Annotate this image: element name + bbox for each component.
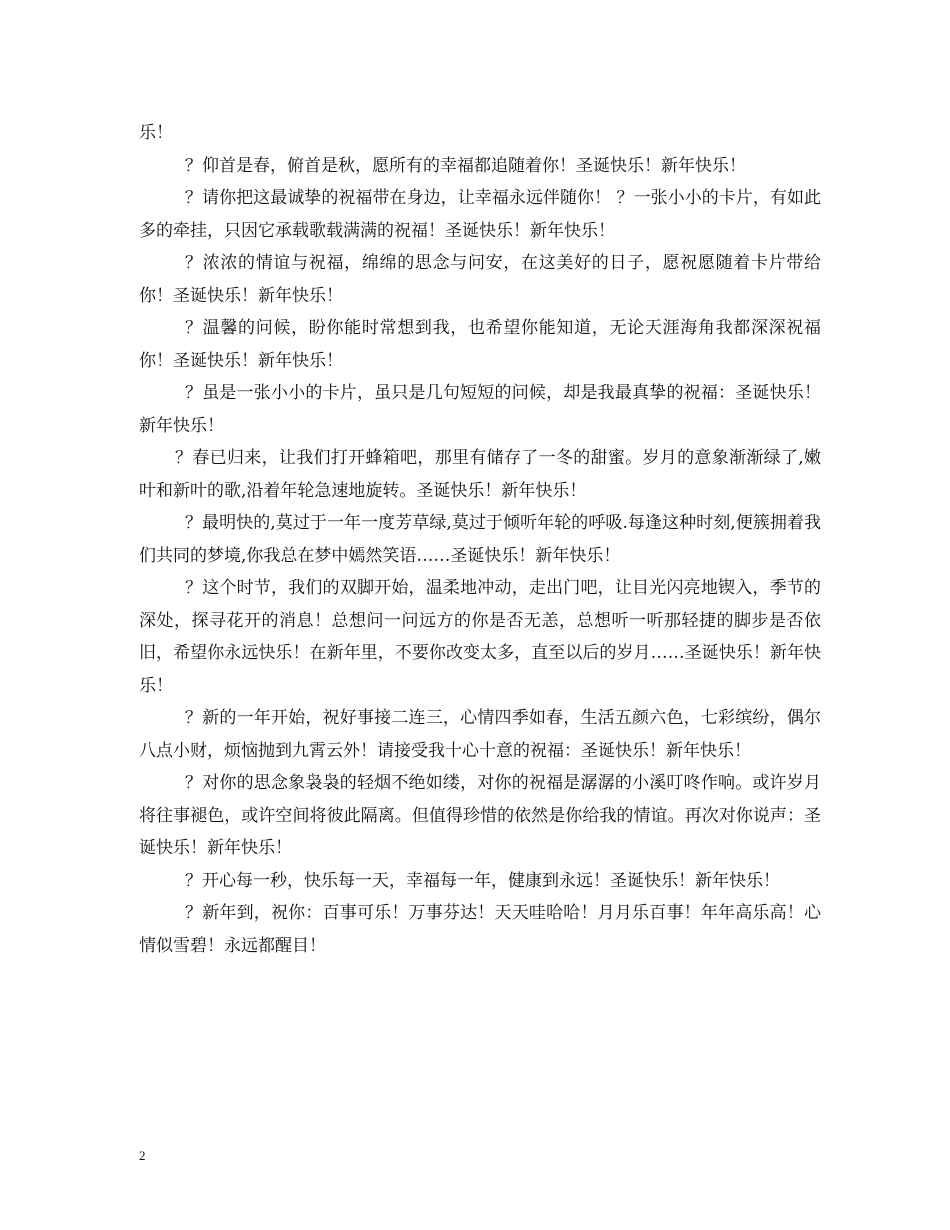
paragraph: ？温馨的问候，盼你能时常想到我，也希望你能知道，无论天涯海角我都深深祝福你！圣诞快乐！新年快乐！ bbox=[139, 318, 821, 371]
paragraph: ？新年到，祝你：百事可乐！万事芬达！天天哇哈哈！月月乐百事！年年高乐高！心情似雪碧！永远都醒目！ bbox=[139, 903, 821, 956]
paragraph: ？最明快的,莫过于一年一度芳草绿,莫过于倾听年轮的呼吸.每逢这种时刻,便簇拥着我们共同的梦境,你我总在梦中嫣然笑语……圣诞快乐！新年快乐！ bbox=[139, 513, 821, 566]
paragraph: ？新的一年开始，祝好事接二连三，心情四季如春，生活五颜六色，七彩缤纷，偶尔八点小财，烦恼抛到九霄云外！请接受我十心十意的祝福：圣诞快乐！新年快乐！ bbox=[139, 708, 821, 761]
paragraph: ？对你的思念象袅袅的轻烟不绝如缕，对你的祝福是潺潺的小溪叮咚作响。或许岁月将往事褪色，或许空间将彼此隔离。但值得珍惜的依然是你给我的情谊。再次对你说声：圣诞快乐！新年快乐！ bbox=[139, 773, 821, 858]
paragraph: ？浓浓的情谊与祝福，绵绵的思念与问安，在这美好的日子，愿祝愿随着卡片带给你！圣诞快乐！新年快乐！ bbox=[139, 253, 821, 306]
paragraph: ？虽是一张小小的卡片，虽只是几句短短的问候，却是我最真挚的祝福：圣诞快乐！新年快乐！ bbox=[139, 383, 821, 436]
paragraph: ？开心每一秒，快乐每一天，幸福每一年，健康到永远！圣诞快乐！新年快乐！ bbox=[185, 870, 780, 891]
paragraph: ？这个时节，我们的双脚开始，温柔地冲动，走出门吧，让目光闪亮地锲入，季节的深处，探寻花开的消息！总想问一问远方的你是否无恙，总想听一听那轻捷的脚步是否依旧，希望你永远快乐！在新年里，不要你改变太多，直至以后的岁月……圣诞快乐！新年快乐！ bbox=[139, 578, 821, 696]
paragraph: ？仰首是春，俯首是秋，愿所有的幸福都追随着你！圣诞快乐！新年快乐！ bbox=[185, 155, 746, 176]
page-number: 2 bbox=[139, 1148, 146, 1163]
paragraph: ？请你把这最诚挚的祝福带在身边，让幸福永远伴随你！ ？一张小小的卡片，有如此多的牵挂，只因它承载歌载满满的祝福！圣诞快乐！新年快乐！ bbox=[139, 188, 821, 241]
body-text bbox=[139, 117, 821, 962]
paragraph-continuation: 乐！ bbox=[139, 123, 173, 143]
paragraph: ？春已归来，让我们打开蜂箱吧，那里有储存了一冬的甜蜜。岁月的意象渐渐绿了,嫩叶和新叶的歌,沿着年轮急速地旋转。圣诞快乐！新年快乐！ bbox=[139, 448, 821, 501]
